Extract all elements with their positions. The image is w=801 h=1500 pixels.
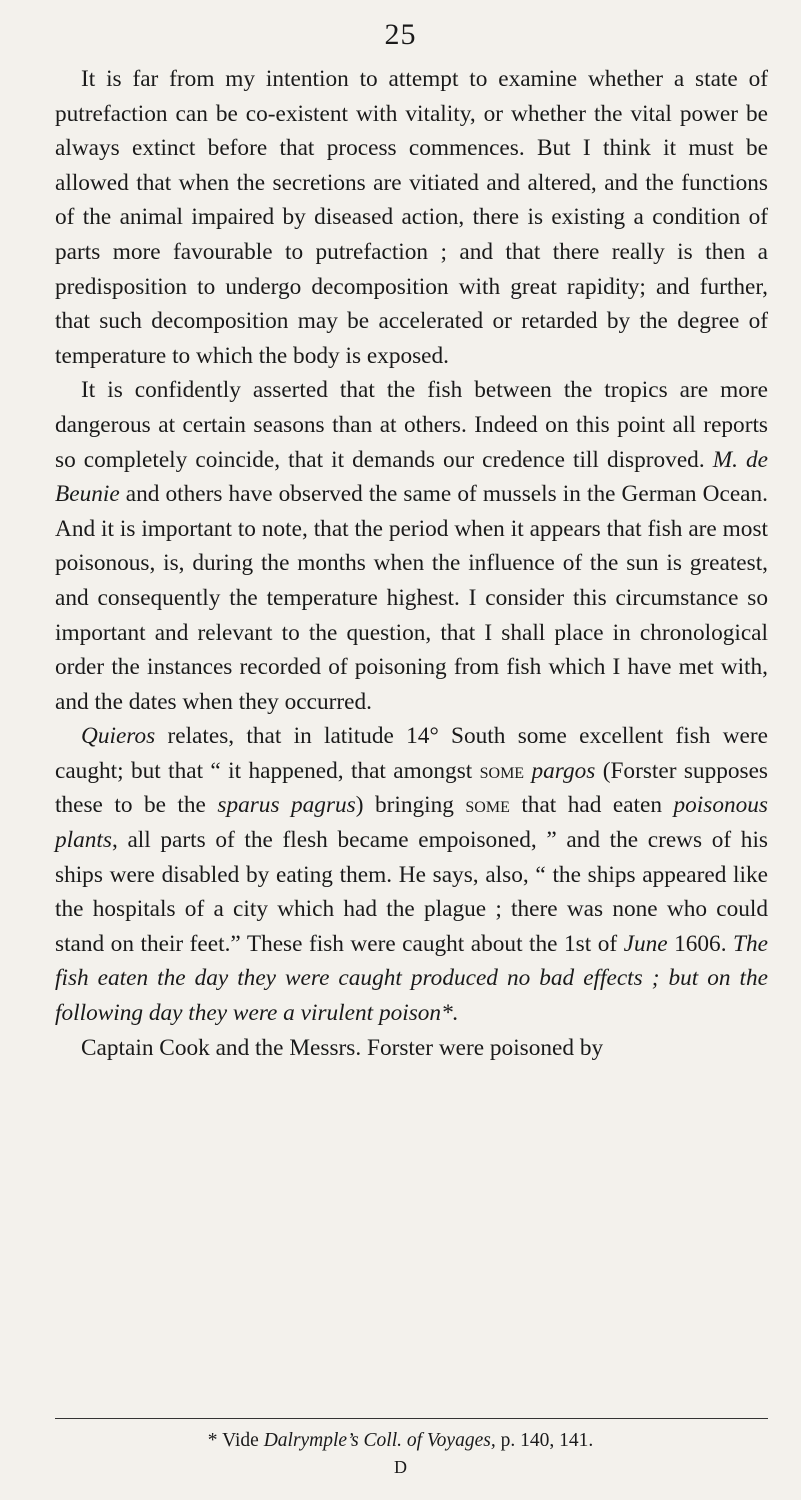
paragraph-1: It is far from my intention to attempt to examine whether a state of putrefaction can be co-existent with vitality, or whether the vital power be always extinct before that process commences. But I think it must be allowed that when the secretions are vitiated and altered, and the functions of the animal impaired by diseased action, there is existing a condition of parts more favourable to putrefaction ; and that there really is then a predisposition to undergo decomposition with great rapidity; and further, that such decomposition may be accelerated or retarded by the degree of temperature to which the body is exposed. [55,66,768,369]
p3-text-6: 1606. [667,930,734,957]
p3-text-3: ) bringing [355,792,466,819]
p2-author: M. de Beunie [55,446,769,508]
p3-text-1: relates, that in latitude 14° South some excellent fish were caught; but that “ it happened, that amongst [55,723,768,784]
p3-some-2: some [465,792,510,819]
paragraph-4: Captain Cook and the Messrs. Forster were poisoned by [81,1034,604,1061]
signature-mark: D [394,1457,407,1477]
footnote [0,1428,801,1454]
footnote-pages: p. 140, 141. [495,1430,594,1451]
paragraph-3 [55,719,768,1030]
p3-plants: poisonous plants [55,792,768,854]
p3-text-2: (Forster supposes these to be the [55,757,768,819]
p3-italic-end: The fish eaten the day they were caught produced no bad effects ; but on the following day they were a virulent poison*. [55,930,768,1027]
p3-pargos: pargos [524,757,596,784]
p3-date: June [623,930,668,957]
p3-text-4: that had eaten [509,792,674,819]
p3-name: Quieros [81,723,156,750]
p2-text-1: It is confidently asserted that the fish between the tropics are more dangerous at certain seasons than at others. Indeed on this point all reports so completely coincide, that it demands our credence till disproved. [55,377,768,473]
footnote-mark: * Vide [207,1430,264,1451]
p3-species: sparus pagrus [217,792,356,819]
body-text [55,62,768,1065]
footnote-rule [55,1418,768,1419]
p3-text-5: , all parts of the flesh became empoisoned, ” and the crews of his ships were disabled by eating them. He says, also, “ the ships appeared like the hospitals of a city which had the plague ; there was none who could stand on their feet.” These fish were caught about the 1st of [55,827,768,957]
paragraph-2 [55,373,768,719]
page-number: 25 [384,18,417,51]
footnote-source: Dalrymple’s Coll. of Voyages, [263,1430,496,1451]
p3-some-1: some [479,757,525,784]
p2-text-2: and others have observed the same of mussels in the German Ocean. And it is important to note, that the period when it appears that fish are most poisonous, is, during the months when the influence of the sun is greatest, and consequently the temperature highest. I consider this circumstance so important and relevant to the question, that I shall place in chronological order the instances recorded of poisoning from fish which I have met with, and the dates when they occurred. [55,481,768,715]
